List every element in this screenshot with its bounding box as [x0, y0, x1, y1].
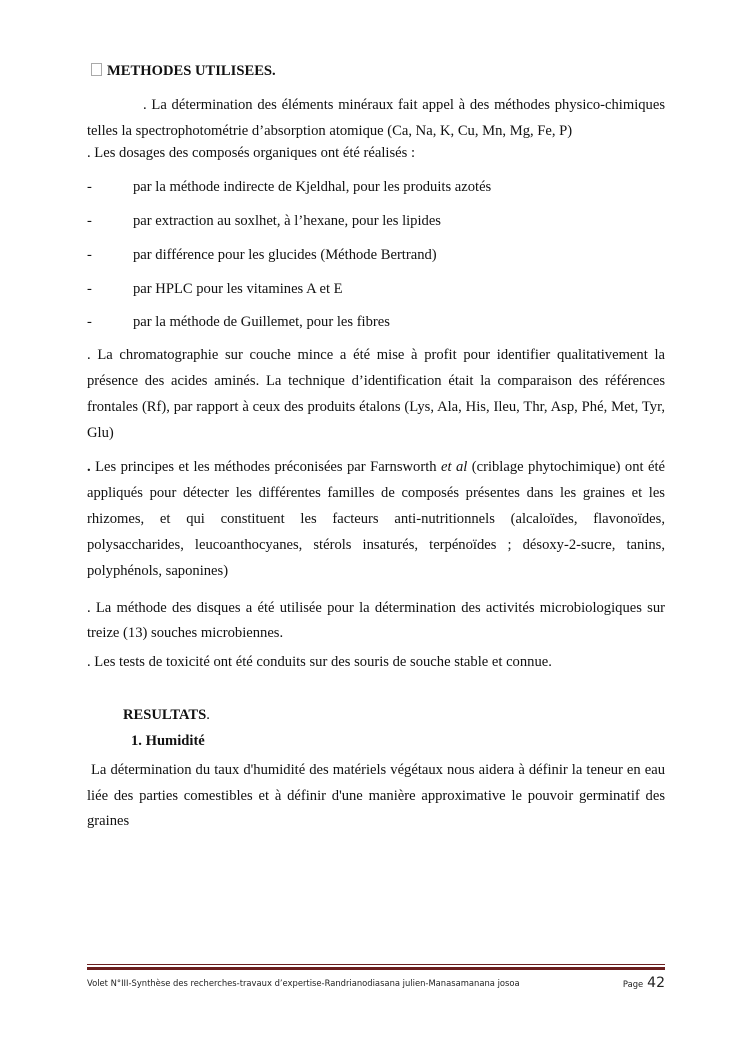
paragraph-toxicity: . Les tests de toxicité ont été conduits sur des souris de souche stable et connue. — [87, 654, 552, 670]
section-heading: METHODES UTILISEES. — [91, 63, 669, 80]
results-heading: RESULTATS. — [123, 707, 210, 723]
footer-rule-thick — [87, 967, 665, 970]
footer-text: Volet N°III-Synthèse des recherches-travaux d’expertise-Randrianodiasana julien-Manasamanana josoa — [87, 978, 520, 988]
footer-rule-thin — [87, 964, 665, 965]
paragraph-mineral-methods: . La détermination des éléments minéraux fait appel à des méthodes physico-chimiques telles la spectrophotométrie d’absorption atomique (Ca, Na, K, Cu, Mn, Mg, Fe, P) — [87, 97, 665, 139]
paragraph-farnsworth: . Les principes et les méthodes préconisées par Farnsworth et al (criblage phytochimique) ont été appliqués pour détecter les différentes familles de composés présentes dans les graines et les rhizomes, et qui constituent les facteurs anti-nutritionnels (alcaloïdes, flavonoïdes, polysaccharides, leucoanthocyanes, stérols insaturés, terpénoïdes ; désoxy-2-sucre, tanins, polyphénols, saponines) — [87, 459, 665, 579]
paragraph-humidity: La détermination du taux d'humidité des matériels végétaux nous aidera à définir la teneur en eau liée des parties comestibles et à définir d'une manière approximative le pouvoir germinatif des graines — [87, 762, 665, 829]
bullet-box-icon — [91, 63, 102, 76]
results-subheading: 1. Humidité — [131, 733, 205, 749]
paragraph-organic-intro: . Les dosages des composés organiques ont été réalisés : — [87, 145, 416, 161]
paragraph-disc-method: . La méthode des disques a été utilisée pour la détermination des activités microbiologiques sur treize (13) souches microbiennes. — [87, 600, 665, 641]
page-number: Page 42 — [622, 975, 665, 991]
page-footer — [87, 975, 665, 991]
paragraph-chromatography: . La chromatographie sur couche mince a été mise à profit pour identifier qualitativement la présence des acides aminés. La technique d’identification était la comparaison des références frontales (Rf), par rapport à ceux des produits étalons (Lys, Ala, His, Ileu, Thr, Asp, Phé, Met, Tyr, Glu) — [87, 347, 665, 441]
